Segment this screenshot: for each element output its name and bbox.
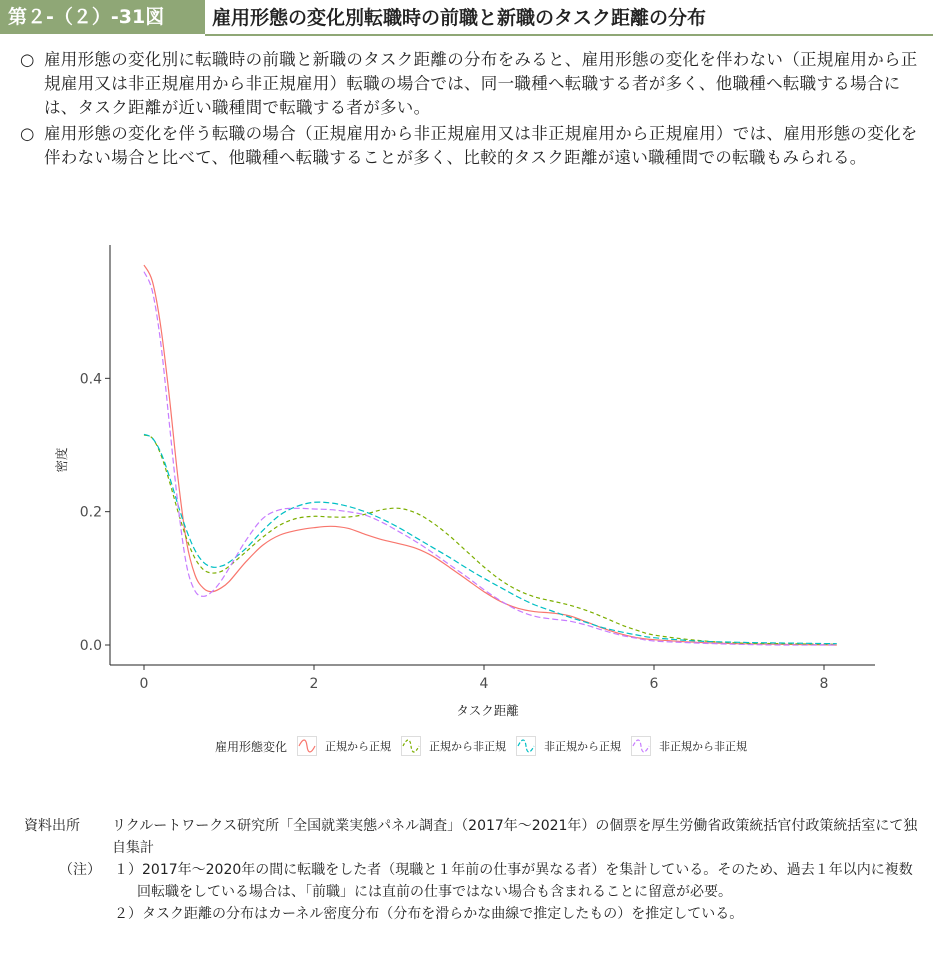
header-rule [205, 34, 933, 36]
summary-text [20, 48, 920, 172]
legend-key-icon [401, 736, 421, 756]
legend-item [631, 736, 747, 756]
legend-item [516, 736, 621, 756]
bullet-mark: ○ [20, 124, 35, 143]
x-axis-title: タスク距離 [456, 703, 519, 718]
chart-legend [215, 733, 757, 759]
plot-area [144, 265, 837, 645]
legend-label: 非正規から非正規 [659, 740, 748, 753]
series-line [144, 272, 837, 645]
note-line [24, 903, 919, 925]
y-tick-label: 0.0 [79, 638, 102, 654]
source-label: 資料出所 [24, 818, 80, 834]
y-tick-label: 0.4 [79, 371, 102, 388]
legend-key-icon [631, 736, 651, 756]
x-tick-label: 6 [649, 676, 659, 692]
series-line [144, 434, 837, 643]
figure-header [0, 0, 933, 36]
figure-title: 雇用形態の変化別転職時の前職と新職のタスク距離の分布 [212, 7, 707, 29]
axes [54, 245, 875, 718]
summary-bullet [20, 48, 920, 120]
legend-item [297, 736, 391, 756]
density-chart [0, 230, 933, 730]
note-item: １）2017年～2020年の間に転職をした者（現職と１年前の仕事が異なる者）を集計している。そのため、過去１年以内に複数回転職をしている場合は、「前職」には直前の仕事ではない場合も含まれることに留意が必要。 [114, 862, 913, 900]
source-line [24, 815, 919, 859]
legend-key-icon [516, 736, 536, 756]
x-tick-label: 0 [139, 676, 149, 692]
source-notes [24, 815, 919, 925]
figure-number: 第２-（２）-31図 [0, 0, 205, 34]
legend-label: 正規から正規 [325, 740, 392, 753]
bullet-mark: ○ [20, 50, 35, 69]
legend-item [401, 736, 506, 756]
y-tick-label: 0.2 [79, 504, 102, 521]
y-axis-title: 密度 [54, 447, 69, 473]
note-item: ２）タスク距離の分布はカーネル密度分布（分布を滑らかな曲線で推定したもの）を推定している。 [114, 906, 744, 922]
legend-title: 雇用形態変化 [215, 739, 288, 754]
legend-key-icon [297, 736, 317, 756]
x-tick-label: 2 [309, 676, 319, 692]
summary-bullet [20, 122, 920, 170]
summary-bullet-text: 雇用形態の変化を伴う転職の場合（正規雇用から非正規雇用又は非正規雇用から正規雇用）では、雇用形態の変化を伴わない場合と比べて、他職種へ転職することが多く、比較的タスク距離が遠い職種間での転職もみられる。 [44, 124, 918, 167]
series-line [144, 265, 837, 645]
x-tick-label: 8 [819, 676, 829, 692]
note-line [24, 859, 919, 903]
series-line [144, 435, 837, 644]
legend-label: 正規から非正規 [429, 740, 507, 753]
summary-bullet-text: 雇用形態の変化別に転職時の前職と新職のタスク距離の分布をみると、雇用形態の変化を伴わない（正規雇用から正規雇用又は非正規雇用から非正規雇用）転職の場合では、同一職種へ転職する者が多く、他職種へ転職する場合には、タスク距離が近い職種間で転職する者が多い。 [44, 50, 918, 117]
source-text: リクルートワークス研究所「全国就業実態パネル調査」（2017年～2021年）の個票を厚生労働省政策統括官付政策統括室にて独自集計 [112, 818, 918, 856]
note-label: （注） [59, 862, 101, 878]
legend-label: 非正規から正規 [544, 740, 622, 753]
x-tick-label: 4 [479, 676, 489, 692]
